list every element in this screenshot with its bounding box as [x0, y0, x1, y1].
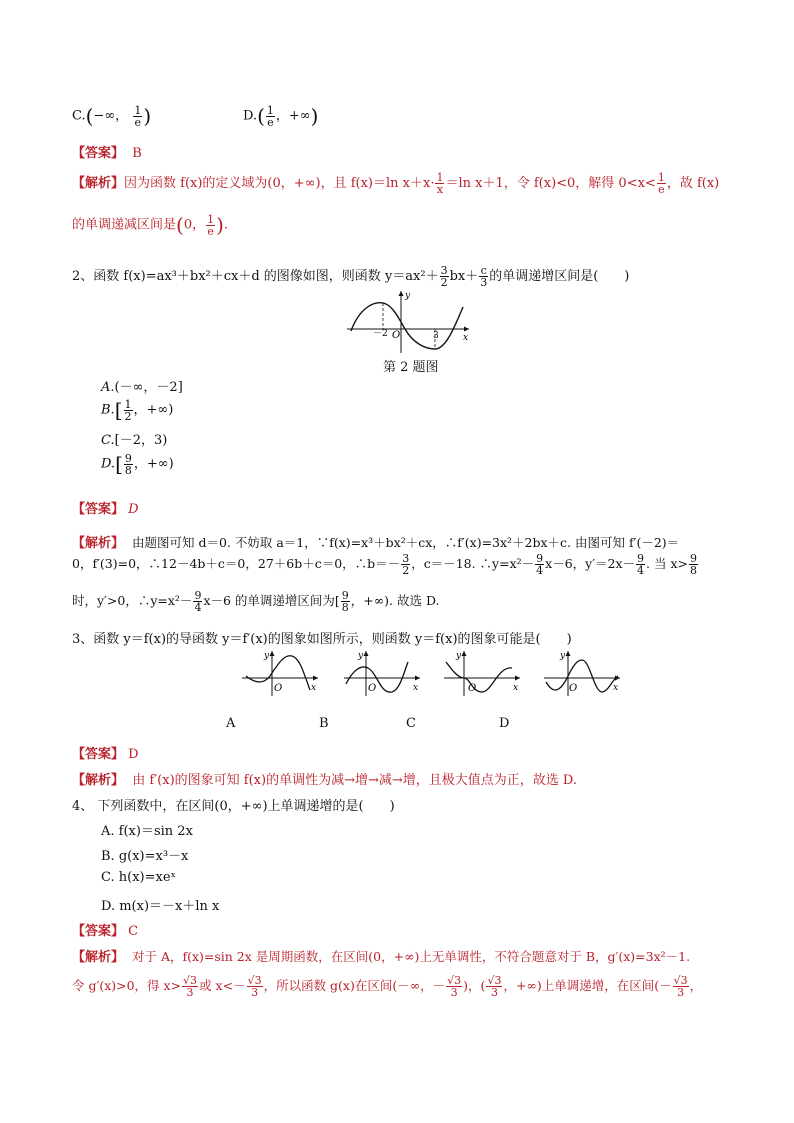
svg-text:O: O: [569, 683, 578, 694]
q2-option-c: C.[－2，3): [101, 433, 168, 448]
q3-choice-b: B: [319, 716, 329, 731]
svg-text:O: O: [274, 683, 283, 694]
svg-text:x: x: [613, 683, 619, 693]
q4-option-a: A. f(x)＝sin 2x: [101, 824, 193, 839]
x-axis-arrow: [464, 327, 469, 332]
svg-text:x: x: [513, 683, 519, 693]
svg-text:x: x: [311, 683, 317, 693]
x-label: x: [463, 333, 469, 343]
q3-answer: 【答案】 D: [72, 747, 139, 762]
q4-option-b: B. g(x)=x³－x: [101, 849, 189, 864]
q2-option-d: D.[ $\frac{9}{8}$ ，+∞): [101, 451, 174, 477]
q2-cubic-graph: [345, 287, 475, 355]
q4-option-d: D. m(x)＝－x＋ln x: [101, 899, 220, 914]
tick-neg2: －2: [373, 329, 388, 339]
q3-graph-a: [242, 651, 318, 696]
q3-stem: 3、函数 y＝f(x)的导函数 y＝f′(x)的图象如图所示，则函数 y＝f(x)的图象可能是( ): [72, 632, 572, 647]
q3-choice-c: C: [406, 716, 416, 731]
q4-analysis-line2: 令 g′(x)>0，得 x> $\frac{√3}{3}$ 或 x<－ $\frac{√3}{3}$ ，所以函数 g(x)在区间(－∞，－ $\frac{√3}{3}$ )，( $\frac{√3}{3}$ ，+∞)上单调递增，在区间(－ $\frac{√3}{3}$ ，: [72, 974, 703, 999]
svg-text:y: y: [560, 651, 566, 661]
q2-option-a: A.(－∞，－2]: [101, 380, 183, 395]
q3-graphs: [240, 648, 625, 698]
q2-figure-caption: 第 2 题图: [383, 360, 439, 375]
q3-graph-c: [444, 651, 520, 696]
q4-option-c: C. h(x)=xeˣ: [101, 870, 177, 885]
cubic-curve: [351, 303, 463, 349]
q2-answer: 【答案】 D: [72, 502, 139, 517]
svg-text:y: y: [264, 651, 270, 661]
q2-analysis-line1: 【解析】 由题图可知 d＝0. 不妨取 a＝1，∵f(x)=x³＋bx²＋cx，∴f′(x)=3x²＋2bx＋c. 由图可知 f′(－2)＝: [72, 535, 680, 551]
q2-analysis-line2: 0，f′(3)=0，∴12－4b＋c＝0，27＋6b＋c＝0，∴b＝－ $\frac{3}{2}$ ，c＝－18. ∴y=x²－ $\frac{9}{4}$ x－6，y′＝2x－ $\frac{9}{4}$ . 当 x> $\frac{9}{8}$: [72, 552, 697, 577]
q1-answer: 【答案】 B: [72, 146, 142, 161]
q4-stem: 4、 下列函数中，在区间(0，+∞)上单调递增的是( ): [72, 799, 395, 814]
q3-choice-d: D: [499, 716, 510, 731]
origin-label: O: [392, 330, 401, 341]
svg-text:y: y: [358, 651, 364, 661]
svg-text:y: y: [456, 651, 462, 661]
q1-option-c: C.(−∞， $\frac{1}{e}$ ): [72, 103, 152, 129]
q3-analysis: 【解析】 由 f′(x)的图象可知 f(x)的单调性为减→增→减→增，且极大值点为正，故选 D.: [72, 773, 577, 788]
q2-option-b: B.[ $\frac{1}{2}$ ，+∞): [101, 397, 174, 423]
q4-analysis-line1: 【解析】 对于 A，f(x)=sin 2x 是周期函数，在区间(0，+∞)上无单调性，不符合题意对于 B，g′(x)=3x²－1.: [72, 949, 691, 965]
svg-text:O: O: [468, 683, 477, 694]
y-label: y: [405, 291, 411, 301]
q1-analysis-line2: 的单调递减区间是(0， $\frac{1}{e}$ ).: [72, 212, 229, 238]
svg-text:x: x: [413, 683, 419, 693]
tick-3: 3: [433, 331, 439, 341]
q2-analysis-line3: 时，y′>0，∴y=x²－ $\frac{9}{4}$ x－6 的单调递增区间为[ $\frac{9}{8}$ ，+∞). 故选 D.: [72, 589, 440, 614]
q4-answer: 【答案】 C: [72, 924, 139, 939]
y-axis-arrow: [399, 291, 404, 296]
q3-graph-d: [544, 651, 620, 696]
q3-graph-b: [344, 651, 420, 696]
svg-text:O: O: [368, 683, 377, 694]
q1-analysis-line1: 【解析】因为函数 f(x)的定义域为(0，+∞)，且 f(x)＝ln x＋x· $\frac{1}{x}$ ＝ln x＋1，令 f(x)<0，解得 0<x< $\frac{1}{e}$ ，故 f(x): [72, 171, 720, 196]
q3-choice-a: A: [226, 716, 236, 731]
q1-option-d: D.( $\frac{1}{e}$ ，+∞): [243, 103, 319, 129]
q2-stem: 2、函数 f(x)=ax³＋bx²＋cx＋d 的图像如图，则函数 y＝ax²＋ $\frac{3}{2}$ bx＋ $\frac{c}{3}$ 的单调递增区间是( ): [72, 264, 630, 289]
